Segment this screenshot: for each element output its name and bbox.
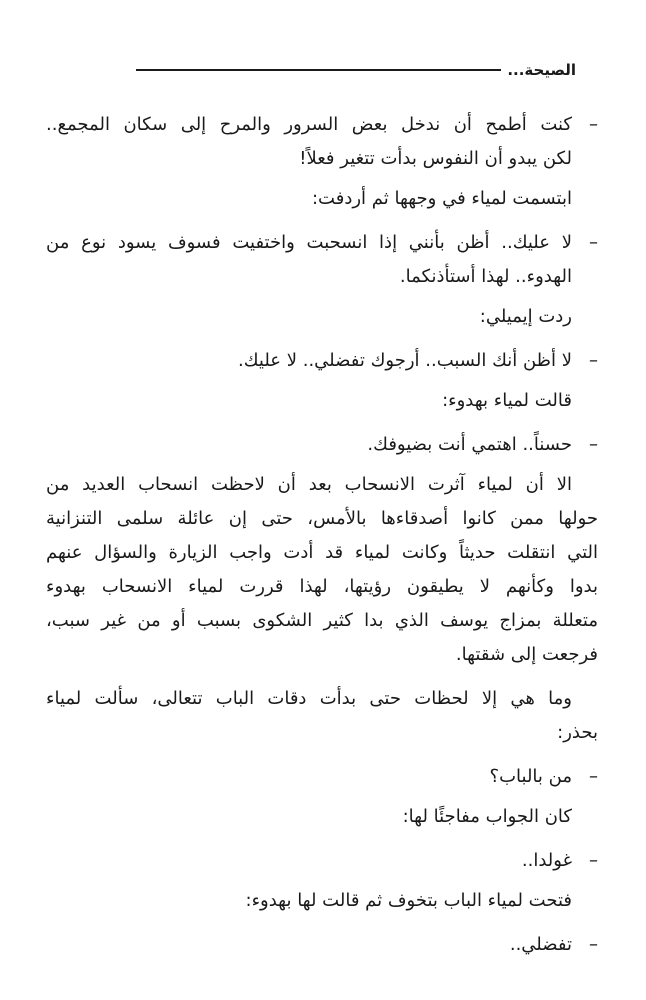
text-line: كان الجواب مفاجئًا لها:	[402, 806, 572, 827]
text-line: حولها ممن كانوا أصدقاءها بالأمس، حتى إن عائلة سلمى التنزانية	[46, 508, 598, 529]
text-line: – حسناً.. اهتمي أنت بضيوفك.	[367, 434, 572, 455]
text-line: بدوا وكأنهم لا يطيقون رؤيتها، لهذا قررت لمياء الانسحاب بهدوء	[46, 576, 598, 597]
text-line: – تفضلي..	[509, 934, 572, 955]
text-line: – من بالباب؟	[489, 766, 572, 787]
dialogue-line	[46, 226, 598, 294]
narration-line	[46, 182, 598, 216]
text-line: الهدوء.. لهذا أستأذنكما.	[399, 266, 572, 287]
text-line: – غولدا..	[521, 850, 572, 871]
chapter-title: الصيحة...	[507, 61, 576, 79]
prose-paragraph	[46, 468, 598, 672]
text-line: – كنت أطمح أن ندخل بعض السرور والمرح إلى سكان المجمع..	[46, 114, 572, 135]
running-header	[136, 58, 576, 82]
narration-line	[46, 300, 598, 334]
dialogue-line	[46, 928, 598, 962]
text-line: ردت إيميلي:	[479, 306, 572, 327]
text-line: الا أن لمياء آثرت الانسحاب بعد أن لاحظت انسحاب العديد من	[46, 474, 572, 495]
dialogue-line	[46, 108, 598, 176]
header-rule	[136, 69, 501, 71]
text-line: متعللة بمزاج يوسف الذي بدا كثير الشكوى بسبب أو من غير سبب،	[46, 610, 598, 631]
text-line: ابتسمت لمياء في وجهها ثم أردفت:	[311, 188, 572, 209]
prose-paragraph	[46, 682, 598, 750]
text-line: لكن يبدو أن النفوس بدأت تتغير فعلاً!	[299, 148, 572, 169]
text-line: – لا عليك.. أظن بأنني إذا انسحبت واختفيت فسوف يسود نوع من	[46, 232, 572, 253]
narration-line	[46, 384, 598, 418]
dialogue-line	[46, 844, 598, 878]
narration-line	[46, 800, 598, 834]
text-line: بحذر:	[557, 722, 598, 743]
text-line: – لا أظن أنك السبب.. أرجوك تفضلي.. لا عليك.	[238, 350, 572, 371]
dialogue-line	[46, 760, 598, 794]
body-text	[46, 108, 598, 962]
text-line: فتحت لمياء الباب بتخوف ثم قالت لها بهدوء:	[245, 890, 572, 911]
dialogue-line	[46, 428, 598, 462]
text-line: قالت لمياء بهدوء:	[442, 390, 572, 411]
text-line: فرجعت إلى شقتها.	[455, 644, 598, 665]
text-line: التي انتقلت حديثاً وكانت لمياء قد أدت واجب الزيارة والسؤال عنهم	[46, 542, 598, 563]
narration-line	[46, 884, 598, 918]
dialogue-line	[46, 344, 598, 378]
text-line: وما هي إلا لحظات حتى بدأت دقات الباب تتعالى، سألت لمياء	[46, 688, 572, 709]
